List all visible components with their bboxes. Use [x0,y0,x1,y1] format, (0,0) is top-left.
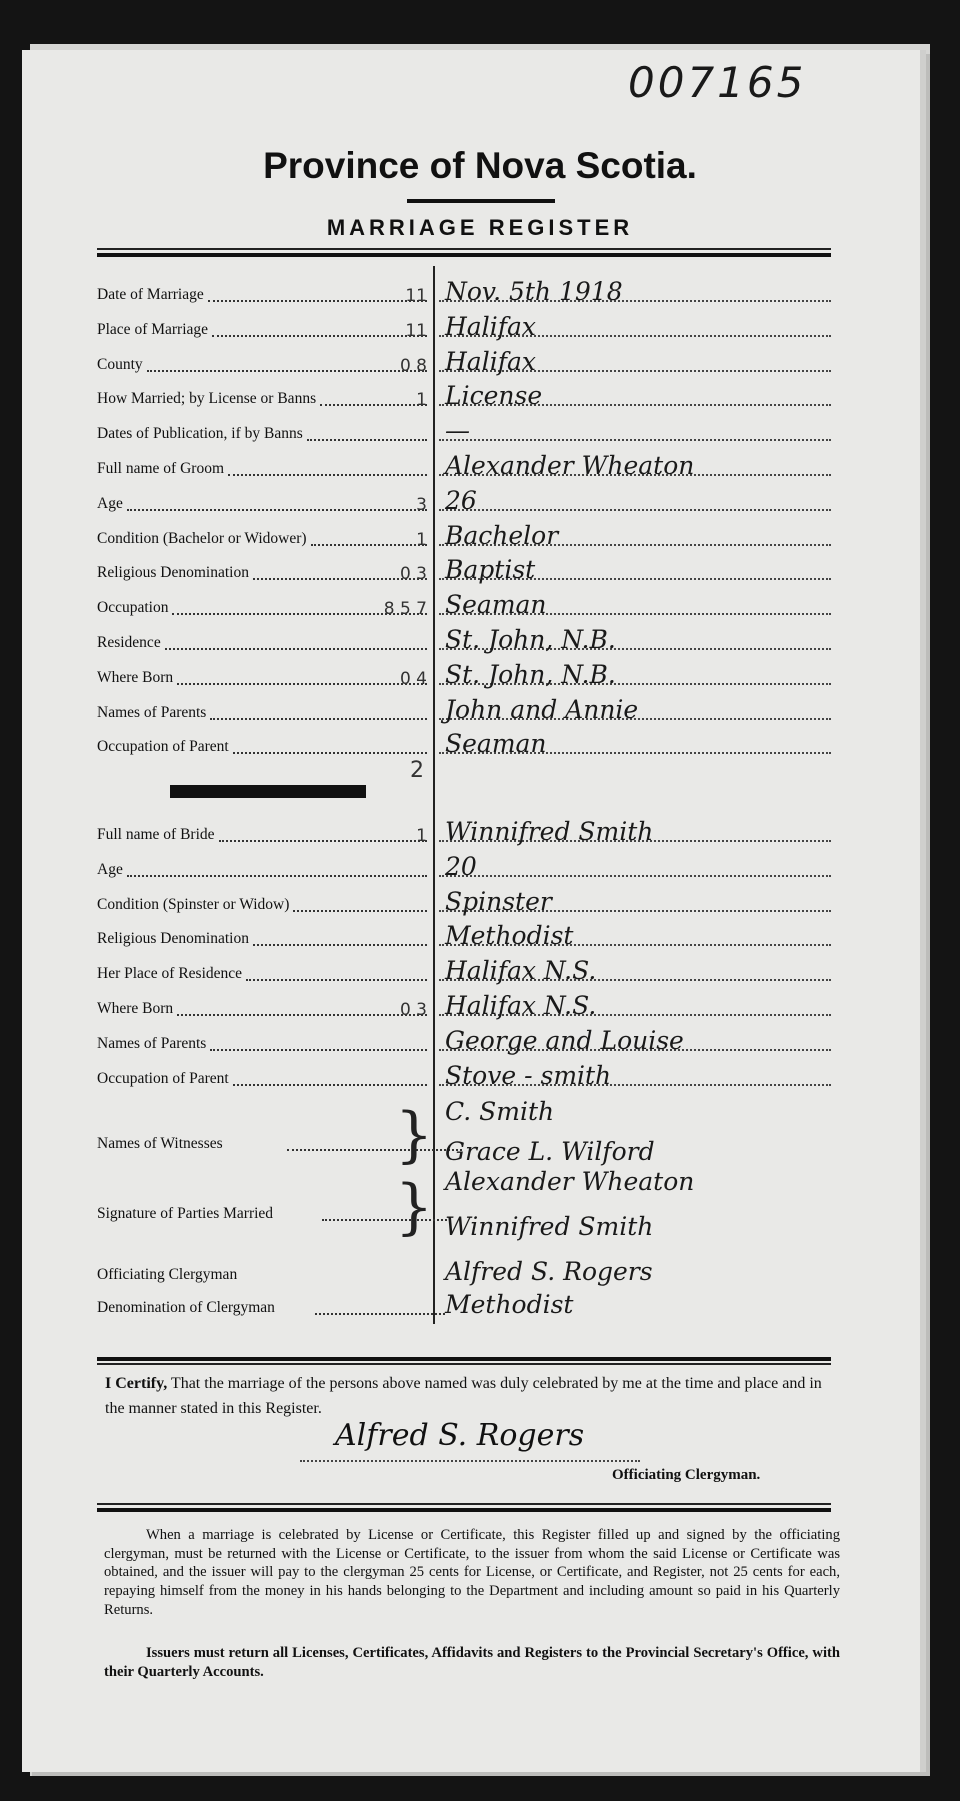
field-row [97,888,831,918]
leader-dots [228,474,427,476]
leader-dots [233,752,427,754]
register-title: MARRIAGE REGISTER [326,215,634,240]
field-row [97,452,831,482]
field-value: License [445,381,543,411]
field-value: Baptist [445,555,536,585]
clergy-denomination-row [97,1291,831,1321]
field-code: 0 8 [399,355,427,376]
field-value: 20 [445,851,477,881]
field-label: Full name of Bride [97,826,215,843]
field-value: Methodist [445,921,574,951]
value-line [439,439,831,441]
return-instructions: When a marriage is celebrated by License or Certificate, this Register filled up and signed by the officiating clergyman, must be returned with the License or Certificate, to the issuer from whom the said License or Certificate was obtained, and the issuer will pay to the clergyman 25 cents for License, or Certificate, and Register, not 25 cents for each, repaying himself from the money in his hands belonging to the Department and including amount so paid in his Quarterly Returns. [104,1527,840,1618]
field-value: Halifax N.S. [445,991,597,1020]
province-title: Province of Nova Scotia. [263,145,697,186]
field-row [97,522,831,552]
field-row [97,313,831,343]
party-signature-bride: Winnifred Smith [445,1212,654,1241]
field-row [97,487,831,517]
field-label: Names of Parents [97,1034,207,1052]
field-row [97,556,831,586]
field-label: Date of Marriage [97,286,204,303]
party-line-2 [97,1213,831,1243]
field-value: John and Annie [445,694,639,724]
field-label: Religious Denomination [97,930,249,948]
field-row [97,1027,831,1057]
issuers-instructions: Issuers must return all Licenses, Certificates, Affidavits and Registers to the Provincial Secretary's Office, with their Quarterly Accounts. [104,1645,840,1680]
certify-lead: I Certify, [105,1375,168,1392]
field-value: Alexander Wheaton [445,451,695,480]
field-row [97,957,831,987]
field-value: St. John, N.B. [445,659,616,689]
field-value: Halifax N.S. [445,956,597,986]
leader-dots [233,1084,427,1086]
certification-text [105,1372,835,1422]
field-code: 0 3 [399,564,427,585]
field-code: 1 [416,826,427,846]
field-label: Her Place of Residence [97,965,243,983]
field-code: 8 5 7 [383,599,427,620]
field-value: Stove - smith [445,1060,612,1090]
officiating-clergyman-value: Alfred S. Rogers [445,1257,653,1286]
value-line [439,509,831,511]
field-value: Seaman [445,729,547,759]
field-row [97,348,831,378]
parties-brace: } [395,1172,434,1242]
field-label: County [97,355,143,373]
bride-section-bar [170,785,366,798]
witness-line-1 [97,1098,831,1128]
parties-label: Signature of Parties Married [97,1205,274,1222]
field-label: Where Born [97,1000,174,1017]
field-value: Spinster [445,886,552,916]
field-code: 3 [416,494,427,515]
certify-rule-thin [97,1363,831,1365]
clergy-denomination-value: Methodist [445,1290,574,1319]
field-label: Where Born [97,668,174,686]
field-row [97,626,831,656]
field-value: 26 [445,485,477,515]
field-row [97,818,831,848]
field-label: Occupation of Parent [97,738,229,756]
field-code: 0 4 [399,668,427,689]
field-value: — [445,416,470,446]
clergyman-signature: Alfred S. Rogers [335,1418,585,1453]
leader-dots [246,979,427,981]
header-rule-thick [97,253,831,257]
field-row [97,382,831,412]
field-value: Bachelor [445,520,559,550]
leader-dots [127,875,427,877]
leader-dots [253,944,427,946]
notice-rule-thick [97,1508,831,1512]
field-label: Religious Denomination [97,564,249,582]
field-code: 11 [405,286,427,306]
witness-name-2: Grace L. Wilford [445,1137,655,1166]
witness-name-1: C. Smith [445,1097,555,1126]
field-value: Winnifred Smith [445,817,654,846]
field-row [97,730,831,760]
certify-body: That the marriage of the persons above named was duly celebrated by me at the time and place and in the manner stated in this Register. [105,1375,822,1417]
field-label: Age [97,860,123,878]
officiating-clergyman-row [97,1258,831,1288]
clergy-denomination-label: Denomination of Clergyman [97,1299,275,1316]
field-label: Age [97,494,123,512]
leader-dots [307,439,427,441]
field-label: Place of Marriage [97,320,209,338]
leader-dots [315,1313,445,1315]
field-code: 1 [416,390,427,411]
leader-dots [210,1049,427,1051]
field-row [97,853,831,883]
field-value: St. John, N.B. [445,625,616,654]
field-row [97,417,831,447]
field-row [97,696,831,726]
leader-dots [293,910,427,912]
notice-rule-thin [97,1503,831,1505]
witnesses-label: Names of Witnesses [97,1135,223,1152]
field-value: Halifax [445,311,536,341]
officiating-clergyman-label: Officiating Clergyman [97,1266,238,1283]
party-line-1 [97,1168,831,1198]
field-label: Condition (Spinster or Widow) [97,895,290,913]
field-label: Dates of Publication, if by Banns [97,425,303,443]
field-code: 11 [405,320,427,341]
witnesses-brace: } [395,1100,434,1170]
field-label: How Married; by License or Banns [97,390,317,408]
field-row [97,661,831,691]
field-value: Halifax [445,346,536,376]
field-label: Occupation [97,599,169,617]
field-value: George and Louise [445,1025,684,1055]
field-label: Full name of Groom [97,460,224,477]
field-code: 1 [416,529,427,550]
field-row [97,992,831,1022]
leader-dots [210,718,427,720]
field-label: Residence [97,634,161,651]
header-rule-thin [97,248,831,250]
field-label: Occupation of Parent [97,1069,229,1087]
leader-dots [165,648,427,650]
field-value: Nov. 5th 1918 [445,277,623,306]
signature-line [300,1460,640,1462]
signature-caption: Officiating Clergyman. [612,1467,761,1483]
field-label: Names of Parents [97,703,207,721]
bride-section-code: 2 [410,758,424,783]
title-underline [407,199,555,203]
party-signature-groom: Alexander Wheaton [445,1167,695,1196]
value-line [439,875,831,877]
reference-number: 007165 [628,58,807,107]
field-row [97,1062,831,1092]
field-value: Seaman [445,590,547,620]
witness-line-2 [97,1138,831,1168]
field-label: Condition (Bachelor or Widower) [97,529,307,547]
field-code: 0 3 [399,1000,427,1020]
field-row [97,278,831,308]
certify-rule-thick [97,1357,831,1361]
field-row [97,591,831,621]
field-row [97,922,831,952]
